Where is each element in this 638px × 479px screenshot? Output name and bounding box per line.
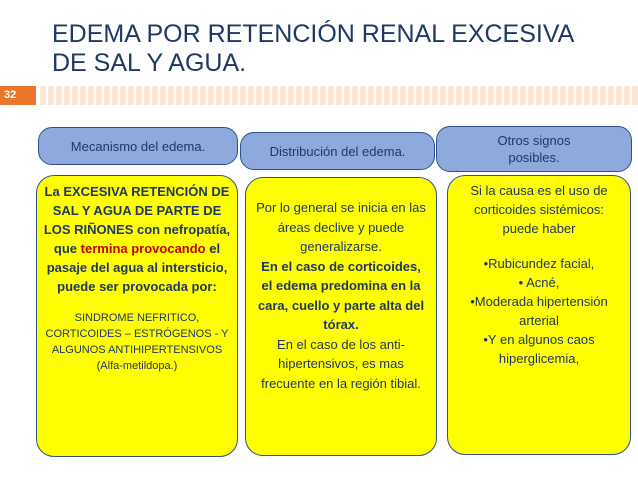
other-signs-hyperglycemia: •Y en algunos caos hiperglicemia, bbox=[483, 332, 595, 366]
other-signs-facial: •Rubicundez facial, bbox=[483, 256, 595, 271]
mechanism-text bbox=[43, 182, 231, 296]
distribution-box bbox=[245, 177, 437, 456]
slide-number: 32 bbox=[0, 86, 36, 105]
distribution-antihypertensives: En el caso de los anti-hipertensivos, es mas frecuente en la región tibial. bbox=[261, 336, 421, 391]
distribution-corticoids: En el caso de corticoides, el edema predomina en la cara, cuello y parte alta del tórax. bbox=[257, 258, 425, 332]
mechanism-causes: SINDROME NEFRITICO, CORTICOIDES – ESTRÓGENOS - Y ALGUNOS ANTIHIPERTENSIVOS (Alfa-metildopa.) bbox=[45, 312, 229, 372]
other-signs-acne: • Acné, bbox=[518, 275, 560, 290]
decorative-stripe bbox=[40, 86, 638, 105]
mechanism-text-main: La EXCESIVA RETENCIÓN DE SAL Y AGUA DE PARTE DE LOS RIÑONES con nefropatía, que bbox=[43, 184, 231, 256]
header-distribution-label: Distribución del edema. bbox=[269, 143, 406, 159]
title-line-1: EDEMA POR RETENCIÓN RENAL EXCESIVA bbox=[52, 20, 575, 48]
mechanism-text-cont: el pasaje del agua al intersticio, puede ser provocada por: bbox=[46, 241, 228, 294]
header-other-signs-line-1: Otros signos bbox=[497, 133, 571, 148]
header-other-signs bbox=[436, 126, 632, 172]
title-line-2: DE SAL Y AGUA. bbox=[52, 49, 247, 77]
mechanism-box bbox=[36, 175, 238, 457]
other-signs-box bbox=[447, 175, 631, 455]
other-signs-cause: Si la causa es el uso de corticoides sistémicos: bbox=[470, 183, 608, 217]
header-mechanism bbox=[38, 127, 238, 165]
distribution-general: Por lo general se inicia en las áreas declive y puede generalizarse. bbox=[256, 200, 426, 254]
slide-title bbox=[52, 20, 622, 78]
other-signs-may-have: puede haber bbox=[502, 221, 576, 236]
header-distribution bbox=[240, 132, 435, 170]
mechanism-text-highlight: termina provocando bbox=[80, 241, 206, 256]
other-signs-hypertension: •Moderada hipertensión arterial bbox=[470, 294, 608, 328]
header-other-signs-line-2: posibles. bbox=[508, 150, 560, 165]
header-mechanism-label: Mecanismo del edema. bbox=[70, 138, 206, 154]
